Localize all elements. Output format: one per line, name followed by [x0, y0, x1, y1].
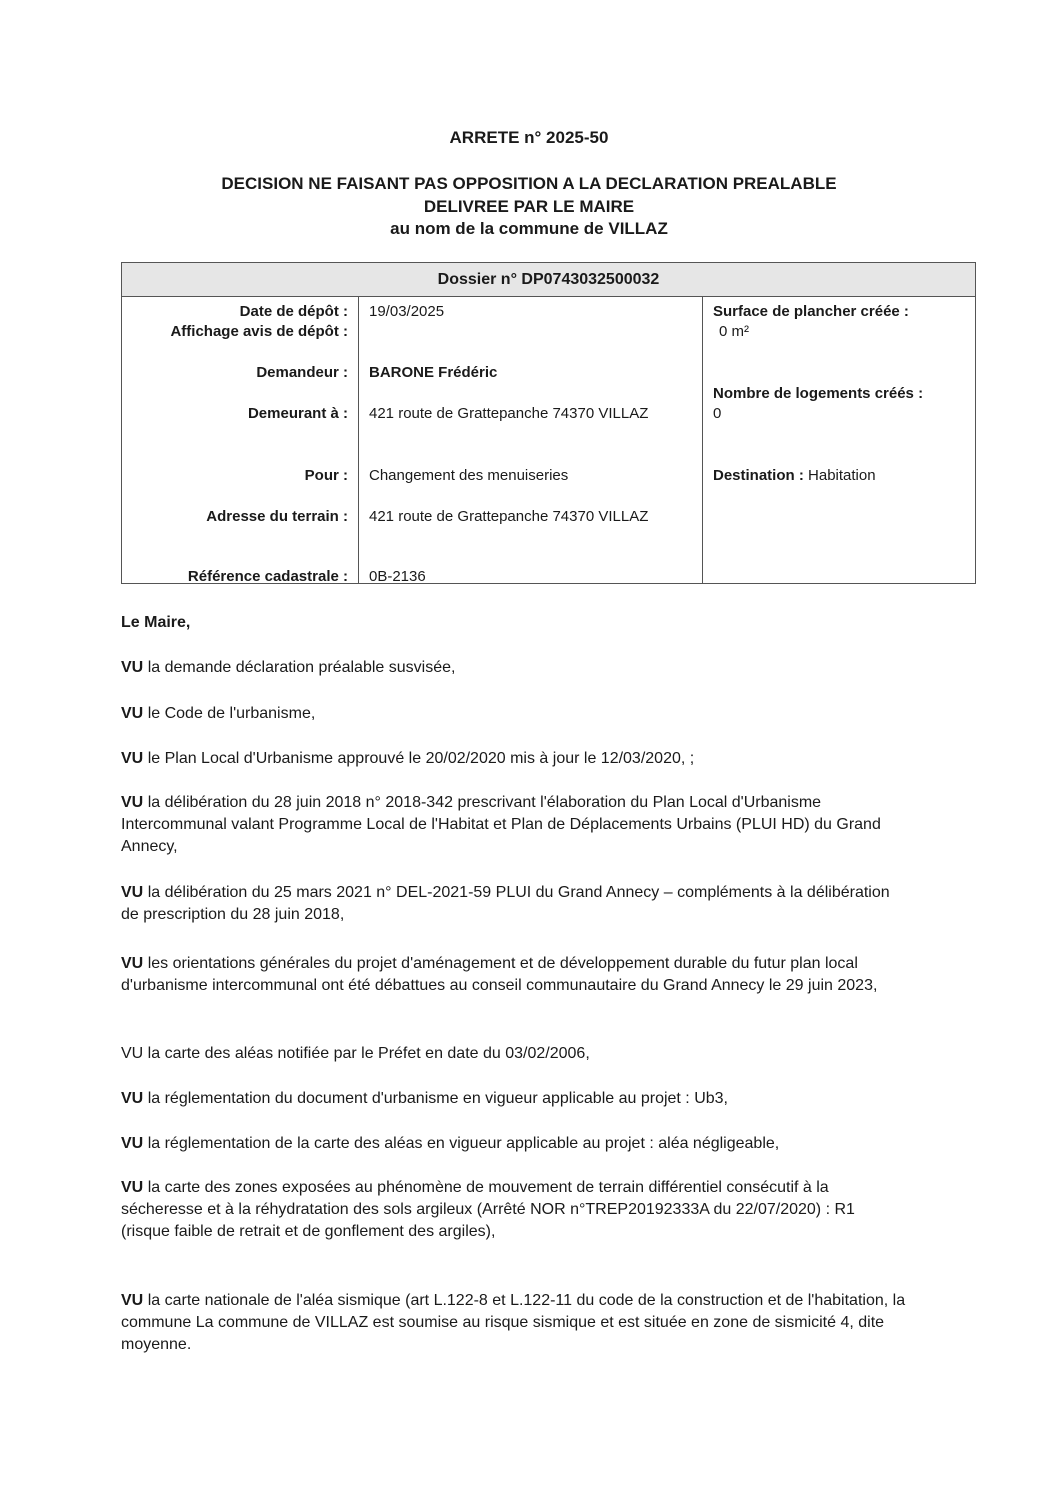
- destination-value: Habitation: [808, 467, 876, 484]
- vu-keyword: VU: [121, 705, 144, 722]
- vu-paragraph: [121, 748, 921, 770]
- vu-keyword: VU: [121, 1292, 144, 1309]
- demandeur-value: BARONE Frédéric: [369, 364, 498, 381]
- surface-label: Surface de plancher créée :: [713, 303, 909, 320]
- destination-label: Destination :: [713, 467, 804, 484]
- demeurant-label: Demeurant à :: [247, 405, 348, 422]
- vu-paragraph: [121, 882, 911, 926]
- vu-keyword: VU: [121, 659, 144, 676]
- vu-text: le Plan Local d'Urbanisme approuvé le 20/02/2020 mis à jour le 12/03/2020, ;: [147, 750, 695, 767]
- column-divider: [702, 297, 703, 583]
- surface-value: 0 m²: [719, 323, 749, 340]
- date-depot-value: 19/03/2025: [369, 303, 445, 320]
- column-divider: [358, 297, 359, 583]
- vu-text: le Code de l'urbanisme,: [147, 705, 316, 722]
- vu-keyword: VU: [121, 1135, 144, 1152]
- vu-paragraph: [121, 1133, 921, 1155]
- vu-paragraph: [121, 792, 901, 858]
- vu-paragraph: [121, 703, 921, 725]
- vu-keyword: VU: [121, 794, 144, 811]
- vu-text: la carte nationale de l'aléa sismique (art L.122-8 et L.122-11 du code de la construction et de l'habitation, la commune La commune de VILLAZ est soumise au risque sismique et est située en zone de sismicité 4, dite moyenne.: [121, 1292, 906, 1353]
- dossier-table: [121, 262, 976, 584]
- decision-title-line2: DELIVREE PAR LE MAIRE: [423, 197, 635, 216]
- vu-keyword: VU: [121, 1090, 144, 1107]
- vu-text: la délibération du 28 juin 2018 n° 2018-342 prescrivant l'élaboration du Plan Local d'Urbanisme Intercommunal valant Programme Local de l'Habitat et Plan de Déplacements Urbains (PLUI HD) du Grand Annecy,: [121, 794, 881, 855]
- vu-text: la carte des zones exposées au phénomène de mouvement de terrain différentiel consécutif à la sécheresse et à la réhydratation des sols argileux (Arrêté NOR n°TREP20192333A du 22/07/2020) : R1 (risque faible de retrait et de gonflement des argiles),: [121, 1179, 855, 1240]
- vu-keyword: VU: [121, 1179, 144, 1196]
- logements-label: Nombre de logements créés :: [713, 385, 924, 402]
- vu-paragraph: [121, 1290, 916, 1356]
- demeurant-value: 421 route de Grattepanche 74370 VILLAZ: [369, 405, 649, 422]
- destination: [713, 466, 968, 486]
- vu-text: la délibération du 25 mars 2021 n° DEL-2021-59 PLUI du Grand Annecy – compléments à la délibération de prescription du 28 juin 2018,: [121, 884, 890, 923]
- adresse-terrain-label: Adresse du terrain :: [206, 508, 348, 525]
- dossier-title: Dossier n° DP0743032500032: [122, 263, 975, 297]
- arrete-number: ARRETE n° 2025-50: [449, 128, 609, 147]
- reference-cadastrale-label: Référence cadastrale :: [187, 568, 348, 585]
- vu-keyword: VU: [121, 955, 144, 972]
- vu-paragraph: [121, 953, 911, 997]
- date-depot-label: Date de dépôt :: [239, 303, 348, 320]
- pour-label: Pour :: [304, 467, 348, 484]
- vu-paragraph-plain: VU la carte des aléas notifiée par le Préfet en date du 03/02/2006,: [121, 1045, 590, 1062]
- vu-text: la réglementation du document d'urbanisme en vigueur applicable au projet : Ub3,: [147, 1090, 728, 1107]
- vu-text: la réglementation de la carte des aléas en vigueur applicable au projet : aléa négligeable,: [147, 1135, 780, 1152]
- vu-keyword: VU: [121, 884, 144, 901]
- logements-value: 0: [713, 405, 722, 422]
- pour-value: Changement des menuiseries: [369, 467, 569, 484]
- vu-paragraph: [121, 657, 921, 679]
- vu-paragraph: [121, 1088, 921, 1110]
- demandeur-label: Demandeur :: [256, 364, 348, 381]
- decision-title-line1: DECISION NE FAISANT PAS OPPOSITION A LA DECLARATION PREALABLE: [221, 174, 837, 193]
- reference-cadastrale-value: 0B-2136: [369, 568, 426, 585]
- commune-line: au nom de la commune de VILLAZ: [390, 219, 668, 238]
- vu-keyword: VU: [121, 750, 144, 767]
- vu-paragraph: [121, 1177, 881, 1243]
- vu-text: la demande déclaration préalable susvisée,: [147, 659, 456, 676]
- affichage-label: Affichage avis de dépôt :: [170, 323, 348, 340]
- adresse-terrain-value: 421 route de Grattepanche 74370 VILLAZ: [369, 508, 649, 525]
- vu-text: les orientations générales du projet d'aménagement et de développement durable du futur plan local d'urbanisme intercommunal ont été débattues au conseil communautaire du Grand Annecy le 29 juin 2023,: [121, 955, 878, 994]
- le-maire: Le Maire,: [121, 614, 191, 631]
